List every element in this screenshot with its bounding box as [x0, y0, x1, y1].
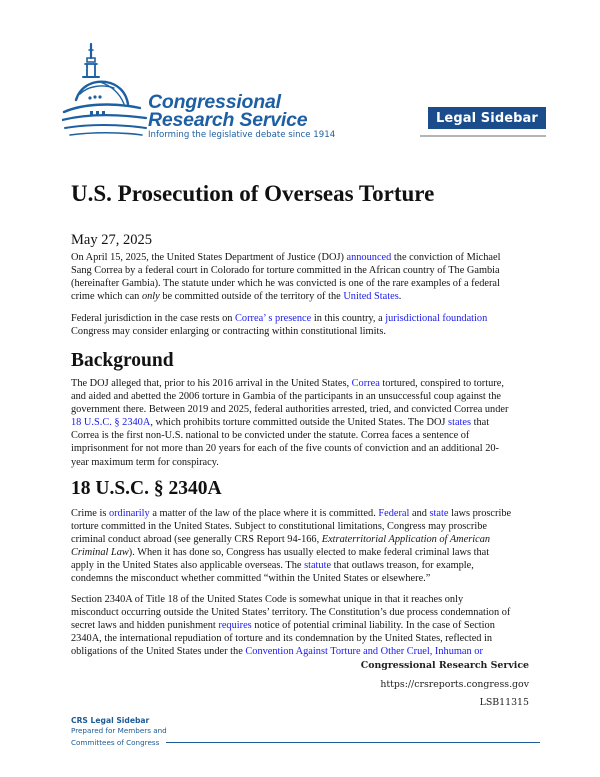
footer-series-title: CRS Legal Sidebar	[71, 716, 150, 725]
text: that	[471, 417, 490, 429]
section-2340a-heading: 18 U.S.C. § 2340A	[71, 478, 222, 499]
text-line: and aided and abetted the 2006 torture in Gambia of the participants in an unsuccessful coup against the	[71, 391, 501, 403]
text: laws proscribe	[448, 508, 512, 519]
correas-presence-link[interactable]: Correa’ s presence	[235, 313, 312, 324]
text-line: Section 2340A of Title 18 of the United States Code is somewhat unique in that it reaches only	[71, 594, 464, 605]
text: secret laws and hidden punishment	[71, 620, 219, 632]
logo-wordmark	[148, 93, 307, 129]
text: notice of potential criminal liability. In the case of Section	[251, 620, 495, 632]
text: On April 15, 2025, the United States Department of Justice (DOJ)	[71, 252, 347, 263]
logo-line-1: Congressional	[148, 91, 281, 113]
text: and	[409, 508, 430, 519]
requires-link[interactable]: requires	[218, 620, 252, 632]
section-2340a-paragraph-2	[71, 593, 533, 658]
text-line: year maximum term for conspiracy.	[71, 456, 219, 468]
emphasis: only	[141, 291, 160, 303]
publication-date: May 27, 2025	[71, 232, 152, 248]
text: criminal conduct abroad (see generally CRS Report 94-166,	[71, 534, 322, 546]
announced-link[interactable]: announced	[346, 252, 392, 263]
footer-prepared-line-2: Committees of Congress	[71, 738, 160, 747]
footer-prepared-line-1: Prepared for Members and	[71, 726, 167, 735]
text-line: Congress may consider enlarging or contracting within constitutional limits.	[71, 326, 386, 338]
text-line: Correa is the first non-U.S. national to be convicted under the statute. Correa faces a sentence of	[71, 430, 470, 442]
text: that outlaws treason, for example,	[331, 560, 474, 572]
usc-2340a-link[interactable]: 18 U.S.C. § 2340A	[71, 417, 151, 429]
crs-logo	[62, 42, 336, 142]
report-title-emphasis: Extraterritorial Application of American	[321, 534, 491, 546]
text-line: government there. Between 2019 and 2025, federal authorities arrested, tried, and convicted Correa under	[71, 404, 509, 416]
section-2340a-paragraph-1	[71, 507, 533, 586]
intro-paragraph-2	[71, 312, 533, 338]
text: , which prohibits torture committed outside the United States. The DOJ	[150, 417, 449, 429]
legal-sidebar-badge: Legal Sidebar	[428, 107, 546, 129]
background-heading: Background	[71, 350, 174, 371]
text: the conviction of Michael	[391, 252, 501, 263]
text-line: 2340A, the international repudiation of torture and its condemnation by the United States, reflected in	[71, 633, 493, 645]
text: obligations of the United States under the	[71, 646, 246, 658]
ordinarily-link[interactable]: ordinarily	[108, 508, 150, 519]
federal-link[interactable]: Federal	[378, 508, 410, 519]
text: be committed outside of the territory of the	[159, 291, 344, 303]
logo-tagline: Informing the legislative debate since 1914	[148, 130, 336, 140]
text-line: (hereinafter Gambia). The statute under which he was convicted is one of the rare examples of a federal	[71, 278, 500, 290]
state-link[interactable]: state	[429, 508, 449, 519]
badge-divider	[420, 135, 546, 137]
text: apply in the United States also applicable overseas. The	[71, 560, 305, 572]
report-header	[0, 0, 600, 150]
text-line: imprisonment for not more than 20 years for each of the five counts of conviction and an additional 20-	[71, 443, 499, 455]
footer-url[interactable]: https://crsreports.congress.gov	[380, 679, 529, 690]
report-title-emphasis: Criminal Law	[71, 547, 129, 559]
capitol-dome-icon	[62, 42, 152, 142]
footer-divider	[166, 742, 540, 743]
text-line: condemns the misconduct whether committed “within the United States or elsewhere.”	[71, 573, 431, 585]
text: Federal jurisdiction in the case rests on	[71, 313, 236, 324]
statute-link[interactable]: statute	[304, 560, 332, 572]
text-line: misconduct occurring outside the United States’ territory. The Constitution’s due process condemnation of	[71, 607, 511, 619]
intro-paragraph-1	[71, 251, 533, 303]
united-states-link[interactable]: United States	[343, 291, 399, 303]
text: Crime is	[71, 508, 109, 519]
text: .	[398, 291, 402, 303]
text-line: torture committed in the United States. Subject to constitutional limitations, Congress may proscribe	[71, 521, 487, 533]
text: a matter of the law of the place where it is committed.	[149, 508, 379, 519]
footer-report-id: LSB11315	[479, 697, 529, 708]
correa-link[interactable]: Correa	[351, 378, 380, 389]
text-line: Sang Correa by a federal court in Colorado for torture committed in the African country of The Gambia	[71, 265, 500, 277]
page-title: U.S. Prosecution of Overseas Torture	[71, 181, 435, 206]
jurisdictional-foundation-link[interactable]: jurisdictional foundation	[385, 313, 488, 324]
text: in this country, a	[311, 313, 386, 324]
text: ). When it has done so, Congress has usually elected to make federal criminal laws that	[128, 547, 490, 559]
convention-against-torture-link[interactable]: Convention Against Torture and Other Cruel, Inhuman or	[245, 646, 483, 658]
states-link[interactable]: states	[448, 417, 472, 429]
text: The DOJ alleged that, prior to his 2016 arrival in the United States,	[71, 378, 352, 389]
logo-line-2: Research Service	[148, 109, 308, 131]
footer-organization: Congressional Research Service	[360, 660, 529, 671]
background-paragraph	[71, 377, 533, 469]
text: tortured, conspired to torture,	[379, 378, 504, 389]
text: crime which can	[71, 291, 142, 303]
